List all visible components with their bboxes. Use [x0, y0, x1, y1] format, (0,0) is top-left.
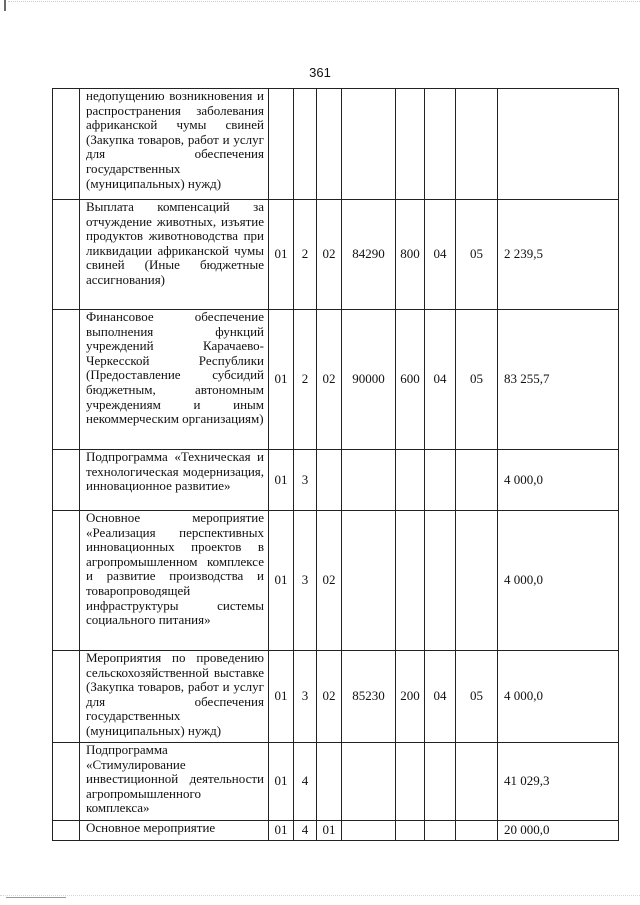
- direction-code: 85230: [342, 651, 396, 743]
- program-code: 01: [269, 743, 294, 821]
- amount-cell: 20 000,0: [498, 821, 619, 841]
- subsection-code: [456, 89, 498, 200]
- subprogram-code: 4: [294, 743, 317, 821]
- program-code: 01: [269, 200, 294, 310]
- main-activity-code: 02: [317, 200, 342, 310]
- row-description: недопущению возникновения и распространения заболевания африканской чумы свиней (Закупка товаров, работ и услуг для обеспечения государственных (муниципальных) нужд): [80, 89, 269, 200]
- scan-bottom-edge: [0, 895, 640, 896]
- row-number-cell: [53, 743, 80, 821]
- row-description: Подпрограмма «Техническая и технологическая модернизация, инновационное развитие»: [80, 450, 269, 511]
- expense-type-code: [396, 511, 425, 651]
- subsection-code: [456, 511, 498, 651]
- program-code: [269, 89, 294, 200]
- main-activity-code: [317, 743, 342, 821]
- expense-type-code: [396, 450, 425, 511]
- direction-code: [342, 89, 396, 200]
- row-description: Финансовое обеспечение выполнения функций учреждений Карачаево-Черкесской Республики (Предоставление субсидий бюджетным, автономным учреждениям и иным некоммерческим организациям): [80, 310, 269, 450]
- table-row: [53, 450, 619, 511]
- scan-top-edge: [0, 0, 640, 12]
- row-number-cell: [53, 511, 80, 651]
- amount-cell: 4 000,0: [498, 450, 619, 511]
- direction-code: 90000: [342, 310, 396, 450]
- section-code: 04: [425, 310, 456, 450]
- amount-cell: [498, 89, 619, 200]
- section-code: [425, 821, 456, 841]
- amount-cell: 83 255,7: [498, 310, 619, 450]
- row-number-cell: [53, 821, 80, 841]
- table-row: [53, 89, 619, 200]
- direction-code: [342, 743, 396, 821]
- subprogram-code: 2: [294, 310, 317, 450]
- table-row: [53, 511, 619, 651]
- subsection-code: [456, 743, 498, 821]
- main-activity-code: [317, 89, 342, 200]
- budget-table: [52, 88, 619, 841]
- expense-type-code: 800: [396, 200, 425, 310]
- row-number-cell: [53, 200, 80, 310]
- row-number-cell: [53, 310, 80, 450]
- expense-type-code: 600: [396, 310, 425, 450]
- program-code: 01: [269, 450, 294, 511]
- program-code: 01: [269, 511, 294, 651]
- subprogram-code: 3: [294, 651, 317, 743]
- expense-type-code: [396, 821, 425, 841]
- program-code: 01: [269, 310, 294, 450]
- subprogram-code: 2: [294, 200, 317, 310]
- page-number: 361: [309, 65, 331, 80]
- direction-code: [342, 450, 396, 511]
- scan-mark: [4, 0, 6, 11]
- table-row: [53, 200, 619, 310]
- amount-cell: 4 000,0: [498, 651, 619, 743]
- table-row: [53, 743, 619, 821]
- direction-code: [342, 821, 396, 841]
- row-number-cell: [53, 450, 80, 511]
- section-code: [425, 511, 456, 651]
- program-code: 01: [269, 651, 294, 743]
- main-activity-code: 01: [317, 821, 342, 841]
- table-row: [53, 821, 619, 841]
- section-code: [425, 450, 456, 511]
- subprogram-code: 3: [294, 511, 317, 651]
- row-description: Основное мероприятие «Реализация перспективных инновационных проектов в агропромышленном комплексе и развитие производства и товаропроводящей инфраструктуры системы социального питания»: [80, 511, 269, 651]
- amount-cell: 2 239,5: [498, 200, 619, 310]
- section-code: [425, 743, 456, 821]
- table-row: [53, 310, 619, 450]
- subsection-code: 05: [456, 310, 498, 450]
- section-code: 04: [425, 200, 456, 310]
- subsection-code: 05: [456, 651, 498, 743]
- subsection-code: [456, 821, 498, 841]
- subsection-code: 05: [456, 200, 498, 310]
- section-code: 04: [425, 651, 456, 743]
- scan-edge-line: [8, 1, 640, 2]
- subprogram-code: 3: [294, 450, 317, 511]
- table-row: [53, 651, 619, 743]
- direction-code: [342, 511, 396, 651]
- amount-cell: 41 029,3: [498, 743, 619, 821]
- row-description: Основное мероприятие: [80, 821, 269, 841]
- expense-type-code: [396, 743, 425, 821]
- amount-cell: 4 000,0: [498, 511, 619, 651]
- row-number-cell: [53, 89, 80, 200]
- scan-mark: [6, 897, 66, 898]
- expense-type-code: [396, 89, 425, 200]
- section-code: [425, 89, 456, 200]
- row-description: Подпрограмма «Стимулирование инвестиционной деятельности агропромышленного комплекса»: [80, 743, 269, 821]
- row-description: Мероприятия по проведению сельскохозяйственной выставке (Закупка товаров, работ и услуг для обеспечения государственных (муниципальных) нужд): [80, 651, 269, 743]
- row-description: Выплата компенсаций за отчуждение животных, изъятие продуктов животноводства при ликвидации африканской чумы свиней (Иные бюджетные ассигнования): [80, 200, 269, 310]
- main-activity-code: 02: [317, 310, 342, 450]
- subprogram-code: 4: [294, 821, 317, 841]
- main-activity-code: 02: [317, 651, 342, 743]
- program-code: 01: [269, 821, 294, 841]
- main-activity-code: 02: [317, 511, 342, 651]
- row-number-cell: [53, 651, 80, 743]
- main-activity-code: [317, 450, 342, 511]
- direction-code: 84290: [342, 200, 396, 310]
- subsection-code: [456, 450, 498, 511]
- subprogram-code: [294, 89, 317, 200]
- expense-type-code: 200: [396, 651, 425, 743]
